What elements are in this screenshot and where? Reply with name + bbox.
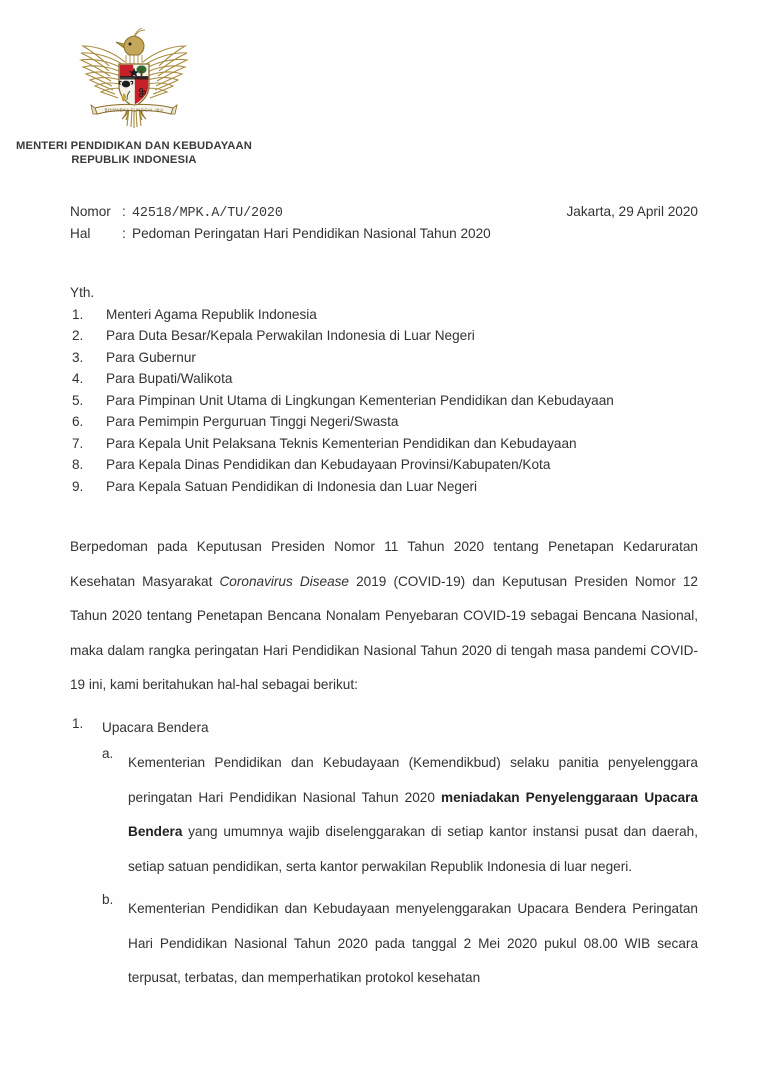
list-item [70,390,698,412]
svg-text:BHINNEKA TUNGGAL IKA: BHINNEKA TUNGGAL IKA [104,107,164,113]
recipient-text: Para Pimpinan Unit Utama di Lingkungan Kementerian Pendidikan dan Kebudayaan [106,392,614,408]
section-title: Upacara Bendera [102,720,209,735]
opening-part-1: Berpedoman pada Keputusan Presiden Nomor 11 Tahun 2020 tentang Penetapan Kedaruratan Kesehatan Masyarakat [70,539,698,589]
section-item [70,716,698,996]
sub-item-text [128,746,698,884]
recipient-number: 9. [72,478,84,494]
list-item [70,454,698,476]
section-upacara-bendera [70,716,698,1004]
nomor-label: Nomor [70,204,111,219]
list-item [70,325,698,347]
section-number: 1. [72,716,84,731]
recipient-number: 3. [72,349,84,365]
opening-paragraph [70,530,698,703]
sub-item-letter: b. [102,892,114,907]
list-item [70,347,698,369]
letterhead [0,22,268,167]
recipient-text: Para Kepala Dinas Pendidikan dan Kebudayaan Provinsi/Kabupaten/Kota [106,457,551,472]
garuda-pancasila-emblem-icon [71,22,197,134]
recipient-number: 1. [72,306,84,322]
sub-a-part-2: yang umumnya wajib diselenggarakan di setiap kantor instansi pusat dan daerah, setiap satuan pendidikan, serta kantor perwakilan Republik Indonesia di luar negeri. [128,824,698,874]
section-sub-list [102,746,698,996]
recipient-text: Para Kepala Unit Pelaksana Teknis Kementerian Pendidikan dan Kebudayaan [106,435,577,451]
sub-a-bold-term: meniadakan Penyelenggaraan Upacara Bendera [128,789,698,839]
recipient-text: Para Gubernur [106,349,196,365]
letterhead-line-1: MENTERI PENDIDIKAN DAN KEBUDAYAAN [16,140,252,152]
recipient-number: 8. [72,457,84,472]
recipient-number: 2. [72,328,84,343]
sub-item-b [102,892,698,996]
recipient-heading: Yth. [70,285,95,300]
sub-a-part-1: Kementerian Pendidikan dan Kebudayaan (Kemendikbud) selaku panitia penyelenggara peringatan Hari Pendidikan Nasional Tahun 2020 [128,755,698,805]
recipient-text: Para Bupati/Walikota [106,371,233,386]
recipient-text: Menteri Agama Republik Indonesia [106,306,317,322]
place-date: Jakarta, 29 April 2020 [566,204,698,219]
list-item [70,304,698,326]
hal-colon: : [122,226,126,241]
recipient-text: Para Pemimpin Perguruan Tinggi Negeri/Swasta [106,414,399,429]
hal-label: Hal [70,226,91,241]
recipient-number: 4. [72,371,84,386]
nomor-colon: : [122,204,126,219]
list-item [70,433,698,455]
recipient-text: Para Duta Besar/Kepala Perwakilan Indonesia di Luar Negeri [106,328,475,343]
recipient-list [70,282,698,497]
list-item [70,476,698,498]
list-item [70,368,698,390]
sub-item-letter: a. [102,746,114,761]
nomor-value: 42518/MPK.A/TU/2020 [132,206,283,221]
letterhead-line-2: REPUBLIK INDONESIA [71,153,197,166]
opening-part-2: 2019 (COVID-19) dan Keputusan Presiden Nomor 12 Tahun 2020 tentang Penetapan Bencana Nonalam Penyebaran COVID-19 sebagai Bencana Nasional, maka dalam rangka peringatan Hari Pendidikan Nasional Tahun 2020 di tengah masa pandemi COVID-19 ini, kami beritahukan hal-hal sebagai berikut: [70,573,698,692]
list-item [70,411,698,433]
recipient-text: Para Kepala Satuan Pendidikan di Indonesia dan Luar Negeri [106,478,478,494]
recipient-number: 6. [72,414,84,429]
opening-italic-term: Coronavirus Disease [219,573,349,589]
sub-item-text: Kementerian Pendidikan dan Kebudayaan menyelenggarakan Upacara Bendera Peringatan Hari Pendidikan Nasional Tahun 2020 pada tanggal 2 Mei 2020 pukul 08.00 WIB secara terpusat, terbatas, dan memperhatikan protokol kesehatan [128,901,698,985]
nomor-row [70,201,698,223]
sub-item-a [102,746,698,884]
letter-meta [70,201,698,245]
hal-value: Pedoman Peringatan Hari Pendidikan Nasional Tahun 2020 [132,226,491,241]
recipient-number: 5. [72,392,84,408]
page-bottom-margin [0,1057,768,1087]
hal-row [70,223,698,245]
recipient-number: 7. [72,435,84,451]
